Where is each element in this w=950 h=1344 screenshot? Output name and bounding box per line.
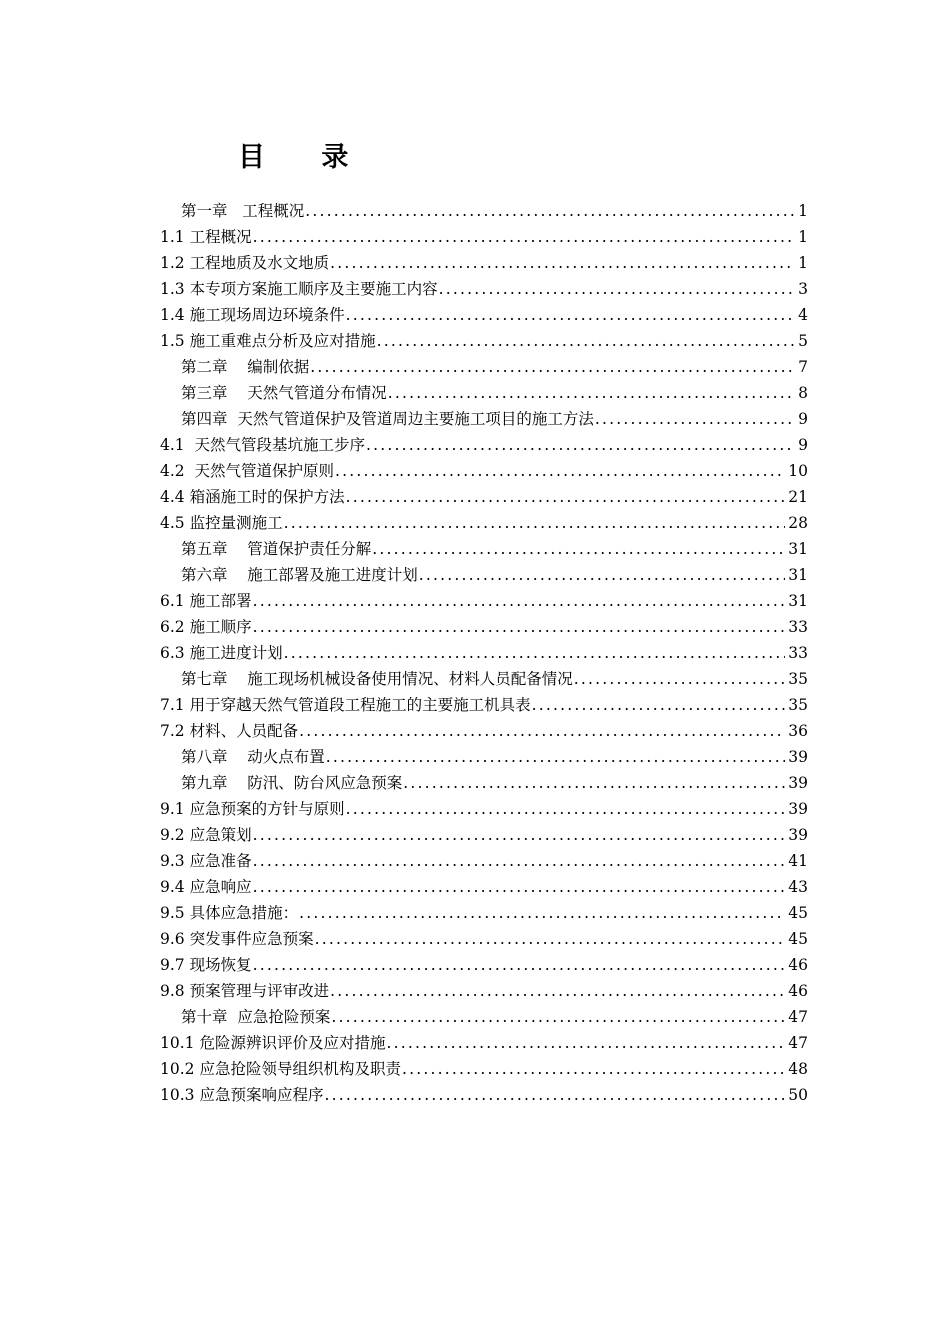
toc-section-entry[interactable] bbox=[160, 690, 808, 716]
toc-section-entry[interactable] bbox=[160, 638, 808, 664]
toc-entry-label: 1.4 施工现场周边环境条件 bbox=[160, 306, 345, 324]
toc-chapter-entry[interactable] bbox=[160, 196, 808, 222]
toc-entry-label: 6.3 施工进度计划 bbox=[160, 644, 283, 662]
toc-entry-label: 第九章 防汛、防台风应急预案 bbox=[181, 774, 403, 792]
toc-page-number: 4 bbox=[798, 306, 808, 324]
toc-entry-label: 1.2 工程地质及水文地质 bbox=[160, 254, 330, 272]
toc-entry-label: 4.1 天然气管段基坑施工步序 bbox=[160, 436, 366, 454]
toc-page-number: 39 bbox=[788, 774, 808, 792]
toc-dot-leader bbox=[388, 382, 795, 404]
toc-dot-leader bbox=[253, 590, 786, 612]
toc-section-entry[interactable] bbox=[160, 274, 808, 300]
toc-chapter-entry[interactable] bbox=[160, 378, 808, 404]
toc-dot-leader bbox=[402, 1058, 785, 1080]
toc-dot-leader bbox=[315, 928, 786, 950]
toc-section-entry[interactable] bbox=[160, 612, 808, 638]
toc-chapter-entry[interactable] bbox=[160, 404, 808, 430]
toc-dot-leader bbox=[346, 798, 786, 820]
toc-entry-label: 1.1 工程概况 bbox=[160, 228, 252, 246]
toc-dot-leader bbox=[346, 486, 786, 508]
toc-entry-label: 9.4 应急响应 bbox=[160, 878, 252, 896]
toc-entry-label: 9.8 预案管理与评审改进 bbox=[160, 982, 330, 1000]
toc-page-number: 47 bbox=[788, 1008, 808, 1026]
toc-page-number: 41 bbox=[788, 852, 808, 870]
toc-dot-leader bbox=[253, 876, 786, 898]
toc-dot-leader bbox=[253, 850, 786, 872]
toc-dot-leader bbox=[324, 1084, 785, 1106]
toc-section-entry[interactable] bbox=[160, 820, 808, 846]
toc-section-entry[interactable] bbox=[160, 508, 808, 534]
toc-dot-leader bbox=[330, 980, 785, 1002]
toc-page-number: 39 bbox=[788, 748, 808, 766]
toc-dot-leader bbox=[335, 460, 785, 482]
toc-page-number: 10 bbox=[788, 462, 808, 480]
toc-dot-leader bbox=[366, 434, 795, 456]
toc-dot-leader bbox=[331, 1006, 785, 1028]
toc-dot-leader bbox=[595, 408, 795, 430]
toc-page-number: 33 bbox=[788, 618, 808, 636]
toc-chapter-entry[interactable] bbox=[160, 768, 808, 794]
toc-dot-leader bbox=[253, 616, 786, 638]
toc-entry-label: 第五章 管道保护责任分解 bbox=[181, 540, 372, 558]
toc-page-number: 8 bbox=[798, 384, 808, 402]
toc-page-number: 9 bbox=[798, 436, 808, 454]
toc-chapter-entry[interactable] bbox=[160, 534, 808, 560]
toc-dot-leader bbox=[330, 252, 795, 274]
toc-page-number: 7 bbox=[798, 358, 808, 376]
toc-entry-label: 10.2 应急抢险领导组织机构及职责 bbox=[160, 1060, 401, 1078]
toc-page-number: 46 bbox=[788, 982, 808, 1000]
toc-section-entry[interactable] bbox=[160, 1080, 808, 1106]
toc-page-number: 5 bbox=[798, 332, 808, 350]
toc-dot-leader bbox=[346, 304, 795, 326]
toc-page-number: 45 bbox=[788, 930, 808, 948]
toc-entry-label: 4.4 箱涵施工时的保护方法 bbox=[160, 488, 345, 506]
toc-chapter-entry[interactable] bbox=[160, 560, 808, 586]
toc-entry-label: 7.1 用于穿越天然气管道段工程施工的主要施工机具表 bbox=[160, 696, 531, 714]
toc-title: 目 录 bbox=[238, 142, 349, 173]
toc-dot-leader bbox=[403, 772, 785, 794]
toc-section-entry[interactable] bbox=[160, 872, 808, 898]
toc-dot-leader bbox=[372, 538, 785, 560]
toc-entry-label: 9.6 突发事件应急预案 bbox=[160, 930, 314, 948]
toc-section-entry[interactable] bbox=[160, 326, 808, 352]
toc-dot-leader bbox=[377, 330, 795, 352]
toc-page-number: 9 bbox=[798, 410, 808, 428]
toc-entry-label: 9.3 应急准备 bbox=[160, 852, 252, 870]
toc-page-number: 31 bbox=[788, 566, 808, 584]
toc-entry-label: 6.1 施工部署 bbox=[160, 592, 252, 610]
toc-dot-leader bbox=[386, 1032, 785, 1054]
toc-page-number: 21 bbox=[788, 488, 808, 506]
toc-page-number: 1 bbox=[798, 202, 808, 220]
toc-dot-leader bbox=[284, 642, 786, 664]
toc-dot-leader bbox=[253, 954, 786, 976]
toc-entry-label: 4.5 监控量测施工 bbox=[160, 514, 283, 532]
toc-entry-label: 第四章 天然气管道保护及管道周边主要施工项目的施工方法 bbox=[181, 410, 594, 428]
toc-section-entry[interactable] bbox=[160, 924, 808, 950]
toc-dot-leader bbox=[253, 226, 795, 248]
toc-entry-label: 7.2 材料、人员配备 bbox=[160, 722, 299, 740]
toc-section-entry[interactable] bbox=[160, 794, 808, 820]
toc-chapter-entry[interactable] bbox=[160, 352, 808, 378]
toc-entry-label: 9.1 应急预案的方针与原则 bbox=[160, 800, 345, 818]
toc-page-number: 45 bbox=[788, 904, 808, 922]
toc-page-number: 35 bbox=[788, 696, 808, 714]
toc-page-number: 39 bbox=[788, 826, 808, 844]
toc-page-number: 3 bbox=[798, 280, 808, 298]
toc-section-entry[interactable] bbox=[160, 300, 808, 326]
toc-entry-label: 6.2 施工顺序 bbox=[160, 618, 252, 636]
toc-page-number: 35 bbox=[788, 670, 808, 688]
toc-dot-leader bbox=[574, 668, 786, 690]
toc-entry-label: 第二章 编制依据 bbox=[181, 358, 310, 376]
toc-entry-label: 第一章 工程概况 bbox=[181, 202, 305, 220]
toc-page-number: 43 bbox=[788, 878, 808, 896]
toc-entry-label: 第六章 施工部署及施工进度计划 bbox=[181, 566, 418, 584]
toc-dot-leader bbox=[284, 512, 786, 534]
toc-entry-label: 10.3 应急预案响应程序 bbox=[160, 1086, 324, 1104]
toc-dot-leader bbox=[419, 564, 786, 586]
toc-section-entry[interactable] bbox=[160, 248, 808, 274]
toc-entry-label: 第十章 应急抢险预案 bbox=[181, 1008, 331, 1026]
toc-entry-label: 4.2 天然气管道保护原则 bbox=[160, 462, 335, 480]
toc-page-number: 33 bbox=[788, 644, 808, 662]
toc-page-number: 31 bbox=[788, 540, 808, 558]
toc-chapter-entry[interactable] bbox=[160, 742, 808, 768]
toc-entry-label: 1.5 施工重难点分析及应对措施 bbox=[160, 332, 376, 350]
toc-dot-leader bbox=[299, 720, 785, 742]
toc-entry-label: 第八章 动火点布置 bbox=[181, 748, 325, 766]
toc-page-number: 48 bbox=[788, 1060, 808, 1078]
toc-entry-label: 第三章 天然气管道分布情况 bbox=[181, 384, 387, 402]
toc-page-number: 50 bbox=[788, 1086, 808, 1104]
toc-section-entry[interactable] bbox=[160, 898, 808, 924]
toc-dot-leader bbox=[532, 694, 786, 716]
toc-entry-label: 9.7 现场恢复 bbox=[160, 956, 252, 974]
toc-entry-label: 9.2 应急策划 bbox=[160, 826, 252, 844]
toc-dot-leader bbox=[305, 200, 795, 222]
toc-dot-leader bbox=[310, 356, 795, 378]
table-of-contents bbox=[160, 196, 808, 1106]
toc-chapter-entry[interactable] bbox=[160, 1002, 808, 1028]
toc-dot-leader bbox=[326, 746, 786, 768]
toc-page-number: 31 bbox=[788, 592, 808, 610]
toc-page-number: 1 bbox=[798, 228, 808, 246]
toc-page-number: 46 bbox=[788, 956, 808, 974]
toc-page-number: 47 bbox=[788, 1034, 808, 1052]
toc-chapter-entry[interactable] bbox=[160, 664, 808, 690]
toc-entry-label: 第七章 施工现场机械设备使用情况、材料人员配备情况 bbox=[181, 670, 573, 688]
toc-section-entry[interactable] bbox=[160, 950, 808, 976]
toc-page-number: 28 bbox=[788, 514, 808, 532]
toc-section-entry[interactable] bbox=[160, 846, 808, 872]
toc-page-number: 1 bbox=[798, 254, 808, 272]
toc-section-entry[interactable] bbox=[160, 976, 808, 1002]
toc-section-entry[interactable] bbox=[160, 456, 808, 482]
toc-dot-leader bbox=[439, 278, 795, 300]
toc-dot-leader bbox=[299, 902, 785, 924]
toc-page-number: 39 bbox=[788, 800, 808, 818]
toc-page-number: 36 bbox=[788, 722, 808, 740]
toc-entry-label: 1.3 本专项方案施工顺序及主要施工内容 bbox=[160, 280, 438, 298]
toc-section-entry[interactable] bbox=[160, 222, 808, 248]
toc-section-entry[interactable] bbox=[160, 430, 808, 456]
toc-entry-label: 10.1 危险源辨识评价及应对措施 bbox=[160, 1034, 386, 1052]
toc-section-entry[interactable] bbox=[160, 716, 808, 742]
toc-section-entry[interactable] bbox=[160, 586, 808, 612]
toc-section-entry[interactable] bbox=[160, 482, 808, 508]
toc-dot-leader bbox=[253, 824, 786, 846]
toc-entry-label: 9.5 具体应急措施： bbox=[160, 904, 299, 922]
toc-section-entry[interactable] bbox=[160, 1028, 808, 1054]
toc-section-entry[interactable] bbox=[160, 1054, 808, 1080]
